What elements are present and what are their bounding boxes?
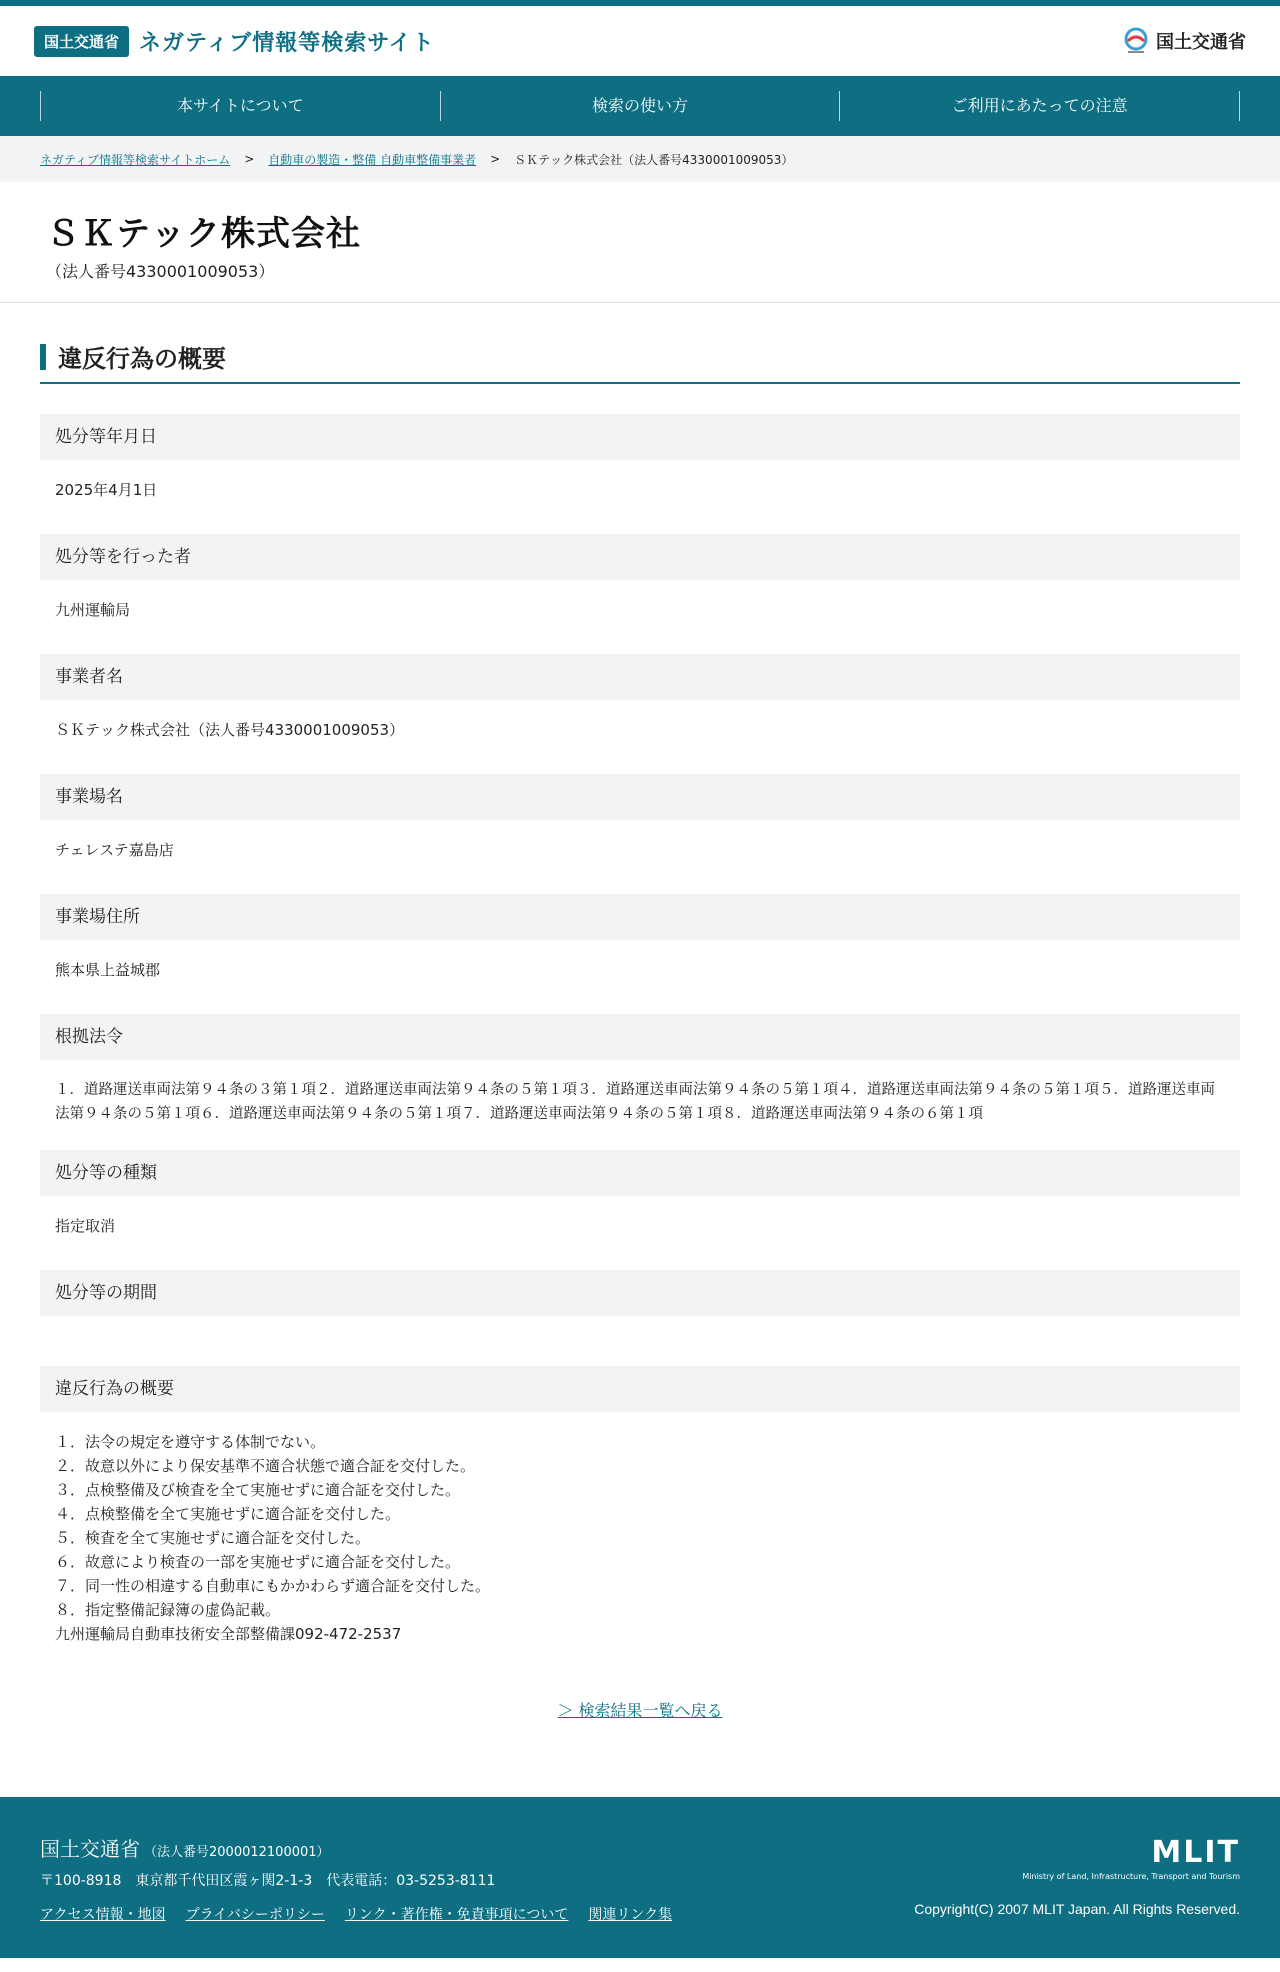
ministry-badge: 国土交通省 <box>34 26 129 57</box>
field-value: １．道路運送車両法第９４条の３第１項２．道路運送車両法第９４条の５第１項３．道路運送車両法第９４条の５第１項４．道路運送車両法第９４条の５第１項５．道路運送車両法第９４条の５第１項６．道路運送車両法第９４条の５第１項７．道路運送車両法第９４条の５第１項８．道路運送車両法第９４条の６第１項 <box>55 1082 1215 1122</box>
footer-link-related[interactable]: 関連リンク集 <box>588 1907 673 1923</box>
nav-item-notes[interactable]: ご利用にあたっての注意 <box>839 91 1240 121</box>
site-title: ネガティブ情報等検索サイト <box>139 30 435 56</box>
breadcrumb-separator: > <box>490 152 501 166</box>
violation-item: ２．故意以外により保安基準不適合状態で適合証を交付した。 <box>55 1457 476 1475</box>
field-value: ＳＫテック株式会社（法人番号4330001009053） <box>55 721 405 739</box>
site-footer <box>0 1797 1280 1958</box>
section-title <box>40 339 1240 384</box>
footer-link-access[interactable]: アクセス情報・地図 <box>40 1907 166 1923</box>
field-label: 処分等の期間 <box>40 1270 1240 1316</box>
field-value <box>40 1316 1240 1366</box>
main-content <box>0 303 1280 1797</box>
violation-item: ４．点検整備を全て実施せずに適合証を交付した。 <box>55 1505 401 1523</box>
violation-item: ６．故意により検査の一部を実施せずに適合証を交付した。 <box>55 1553 461 1571</box>
field-label: 処分等を行った者 <box>40 534 1240 580</box>
field-label: 処分等の種類 <box>40 1150 1240 1196</box>
field-violation-summary <box>40 1366 1240 1670</box>
section-title-text: 違反行為の概要 <box>58 345 226 373</box>
breadcrumb-current: ＳＫテック株式会社（法人番号4330001009053） <box>514 152 794 167</box>
field-label: 違反行為の概要 <box>40 1366 1240 1412</box>
page-title: ＳＫテック株式会社 <box>46 214 361 254</box>
back-to-results-link[interactable]: ＞ 検索結果一覧へ戻る <box>557 1701 723 1720</box>
site-brand[interactable] <box>34 26 435 57</box>
field-disposal-type <box>40 1150 1240 1270</box>
breadcrumb <box>0 136 1280 182</box>
field-label: 根拠法令 <box>40 1014 1240 1060</box>
company-heading <box>0 182 1280 303</box>
violation-item: ８．指定整備記録簿の虚偽記載。 <box>55 1601 281 1619</box>
field-disposal-date <box>40 414 1240 534</box>
field-value: 2025年4月1日 <box>55 481 158 499</box>
field-value <box>40 1412 1240 1670</box>
global-nav <box>0 76 1280 136</box>
footer-link-privacy[interactable]: プライバシーポリシー <box>185 1907 325 1923</box>
logo-text: 国土交通省 <box>1156 32 1246 53</box>
field-disposing-authority <box>40 534 1240 654</box>
violation-item: ７．同一性の相違する自動車にもかかわらず適合証を交付した。 <box>55 1577 491 1595</box>
field-value: 九州運輸局 <box>55 601 131 619</box>
footer-mlit-logo <box>1022 1835 1240 1881</box>
breadcrumb-home-link[interactable]: ネガティブ情報等検索サイトホーム <box>40 152 231 167</box>
nav-item-about[interactable]: 本サイトについて <box>40 91 440 121</box>
field-site-address <box>40 894 1240 1014</box>
breadcrumb-category-link[interactable]: 自動車の製造・整備 自動車整備事業者 <box>268 152 477 167</box>
footer-corporate-number: （法人番号2000012100001） <box>144 1845 330 1860</box>
back-link-container <box>40 1670 1240 1797</box>
mlit-logo-subtitle: Ministry of Land, Infrastructure, Transport and Tourism <box>1022 1872 1240 1881</box>
violation-item: １．法令の規定を遵守する体制でない。 <box>55 1433 326 1451</box>
site-header <box>0 6 1280 76</box>
field-business-name <box>40 654 1240 774</box>
footer-link-copyright[interactable]: リンク・著作権・免責事項について <box>344 1907 569 1923</box>
copyright: Copyright(C) 2007 MLIT Japan. All Rights Reserved. <box>914 1901 1240 1917</box>
violation-item: ３．点検整備及び検査を全て実施せずに適合証を交付した。 <box>55 1481 461 1499</box>
footer-address: 〒100-8918 東京都千代田区霞ヶ関2-1-3 代表電話：03-5253-8111 <box>40 1873 496 1889</box>
breadcrumb-separator: > <box>244 152 255 166</box>
mlit-emblem-icon <box>1122 27 1150 55</box>
field-label: 処分等年月日 <box>40 414 1240 460</box>
footer-ministry-name: 国土交通省 <box>40 1837 140 1861</box>
mlit-logo-text: MLIT <box>1151 1835 1240 1870</box>
field-value: チェレステ嘉島店 <box>55 841 174 859</box>
field-site-name <box>40 774 1240 894</box>
field-disposal-period <box>40 1270 1240 1366</box>
field-label: 事業者名 <box>40 654 1240 700</box>
mlit-logo[interactable] <box>1122 27 1246 55</box>
contact-info: 九州運輸局自動車技術安全部整備課092-472-2537 <box>55 1625 402 1643</box>
nav-item-how-to-search[interactable]: 検索の使い方 <box>440 91 840 121</box>
field-label: 事業場名 <box>40 774 1240 820</box>
field-label: 事業場住所 <box>40 894 1240 940</box>
field-legal-basis <box>40 1014 1240 1150</box>
field-value: 熊本県上益城郡 <box>55 961 161 979</box>
corporate-number: （法人番号4330001009053） <box>46 262 275 281</box>
section-title-bar <box>40 344 46 370</box>
violation-item: ５．検査を全て実施せずに適合証を交付した。 <box>55 1529 371 1547</box>
field-value: 指定取消 <box>55 1217 116 1235</box>
